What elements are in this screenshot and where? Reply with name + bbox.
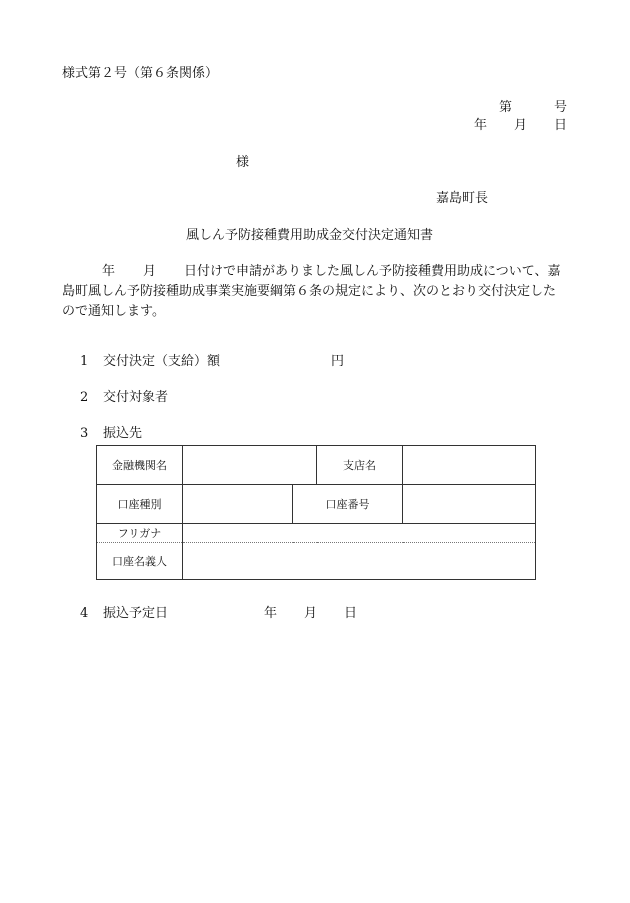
item-3-number: 3 [80,426,89,441]
financial-institution-label: 金融機関名 [97,446,183,485]
body-tsuki: 月 [143,264,157,279]
item-4-tsuki: 月 [304,606,318,621]
document-number-dai: 第 [499,100,513,115]
table-row [97,485,536,524]
form-number: 様式第２号（第６条関係） [62,66,219,81]
body-nen: 年 [102,264,116,279]
item-2-label: 交付対象者 [103,390,169,405]
item-4-nen: 年 [264,606,278,621]
date-nen: 年 [474,118,488,133]
item-1-label: 交付決定（支給）額 [103,354,221,369]
item-4-number: 4 [80,606,89,621]
table-row [97,543,536,580]
date-hi: 日 [554,118,568,133]
furigana-field[interactable] [183,524,536,543]
addressee-sama: 様 [236,155,250,170]
item-4-label: 振込予定日 [103,606,169,621]
date-tsuki: 月 [514,118,528,133]
account-number-field[interactable] [403,485,536,524]
issuer: 嘉島町長 [436,191,489,206]
item-3-label: 振込先 [103,426,143,441]
table-row [97,524,536,543]
item-2-number: 2 [80,390,89,405]
financial-institution-field[interactable] [183,446,317,485]
document-title: 風しん予防接種費用助成金交付決定通知書 [186,228,434,243]
body-paragraph [62,262,568,322]
bank-account-table [96,445,536,580]
branch-label: 支店名 [317,446,403,485]
item-4-hi: 日 [344,606,358,621]
account-holder-label: 口座名義人 [97,543,183,580]
account-holder-field[interactable] [183,543,536,580]
table-row [97,446,536,485]
account-number-label: 口座番号 [293,485,403,524]
body-text: 日付けで申請がありました風しん予防接種費用助成について、嘉島町風しん予防接種助成事業実施要綱第６条の規定により、次のとおり交付決定したので通知します。 [62,264,561,319]
item-1-yen: 円 [331,354,345,369]
furigana-label: フリガナ [97,524,183,543]
document-number-go: 号 [554,100,568,115]
item-1-number: 1 [80,354,89,369]
branch-field[interactable] [403,446,536,485]
account-type-field[interactable] [183,485,293,524]
account-type-label: 口座種別 [97,485,183,524]
